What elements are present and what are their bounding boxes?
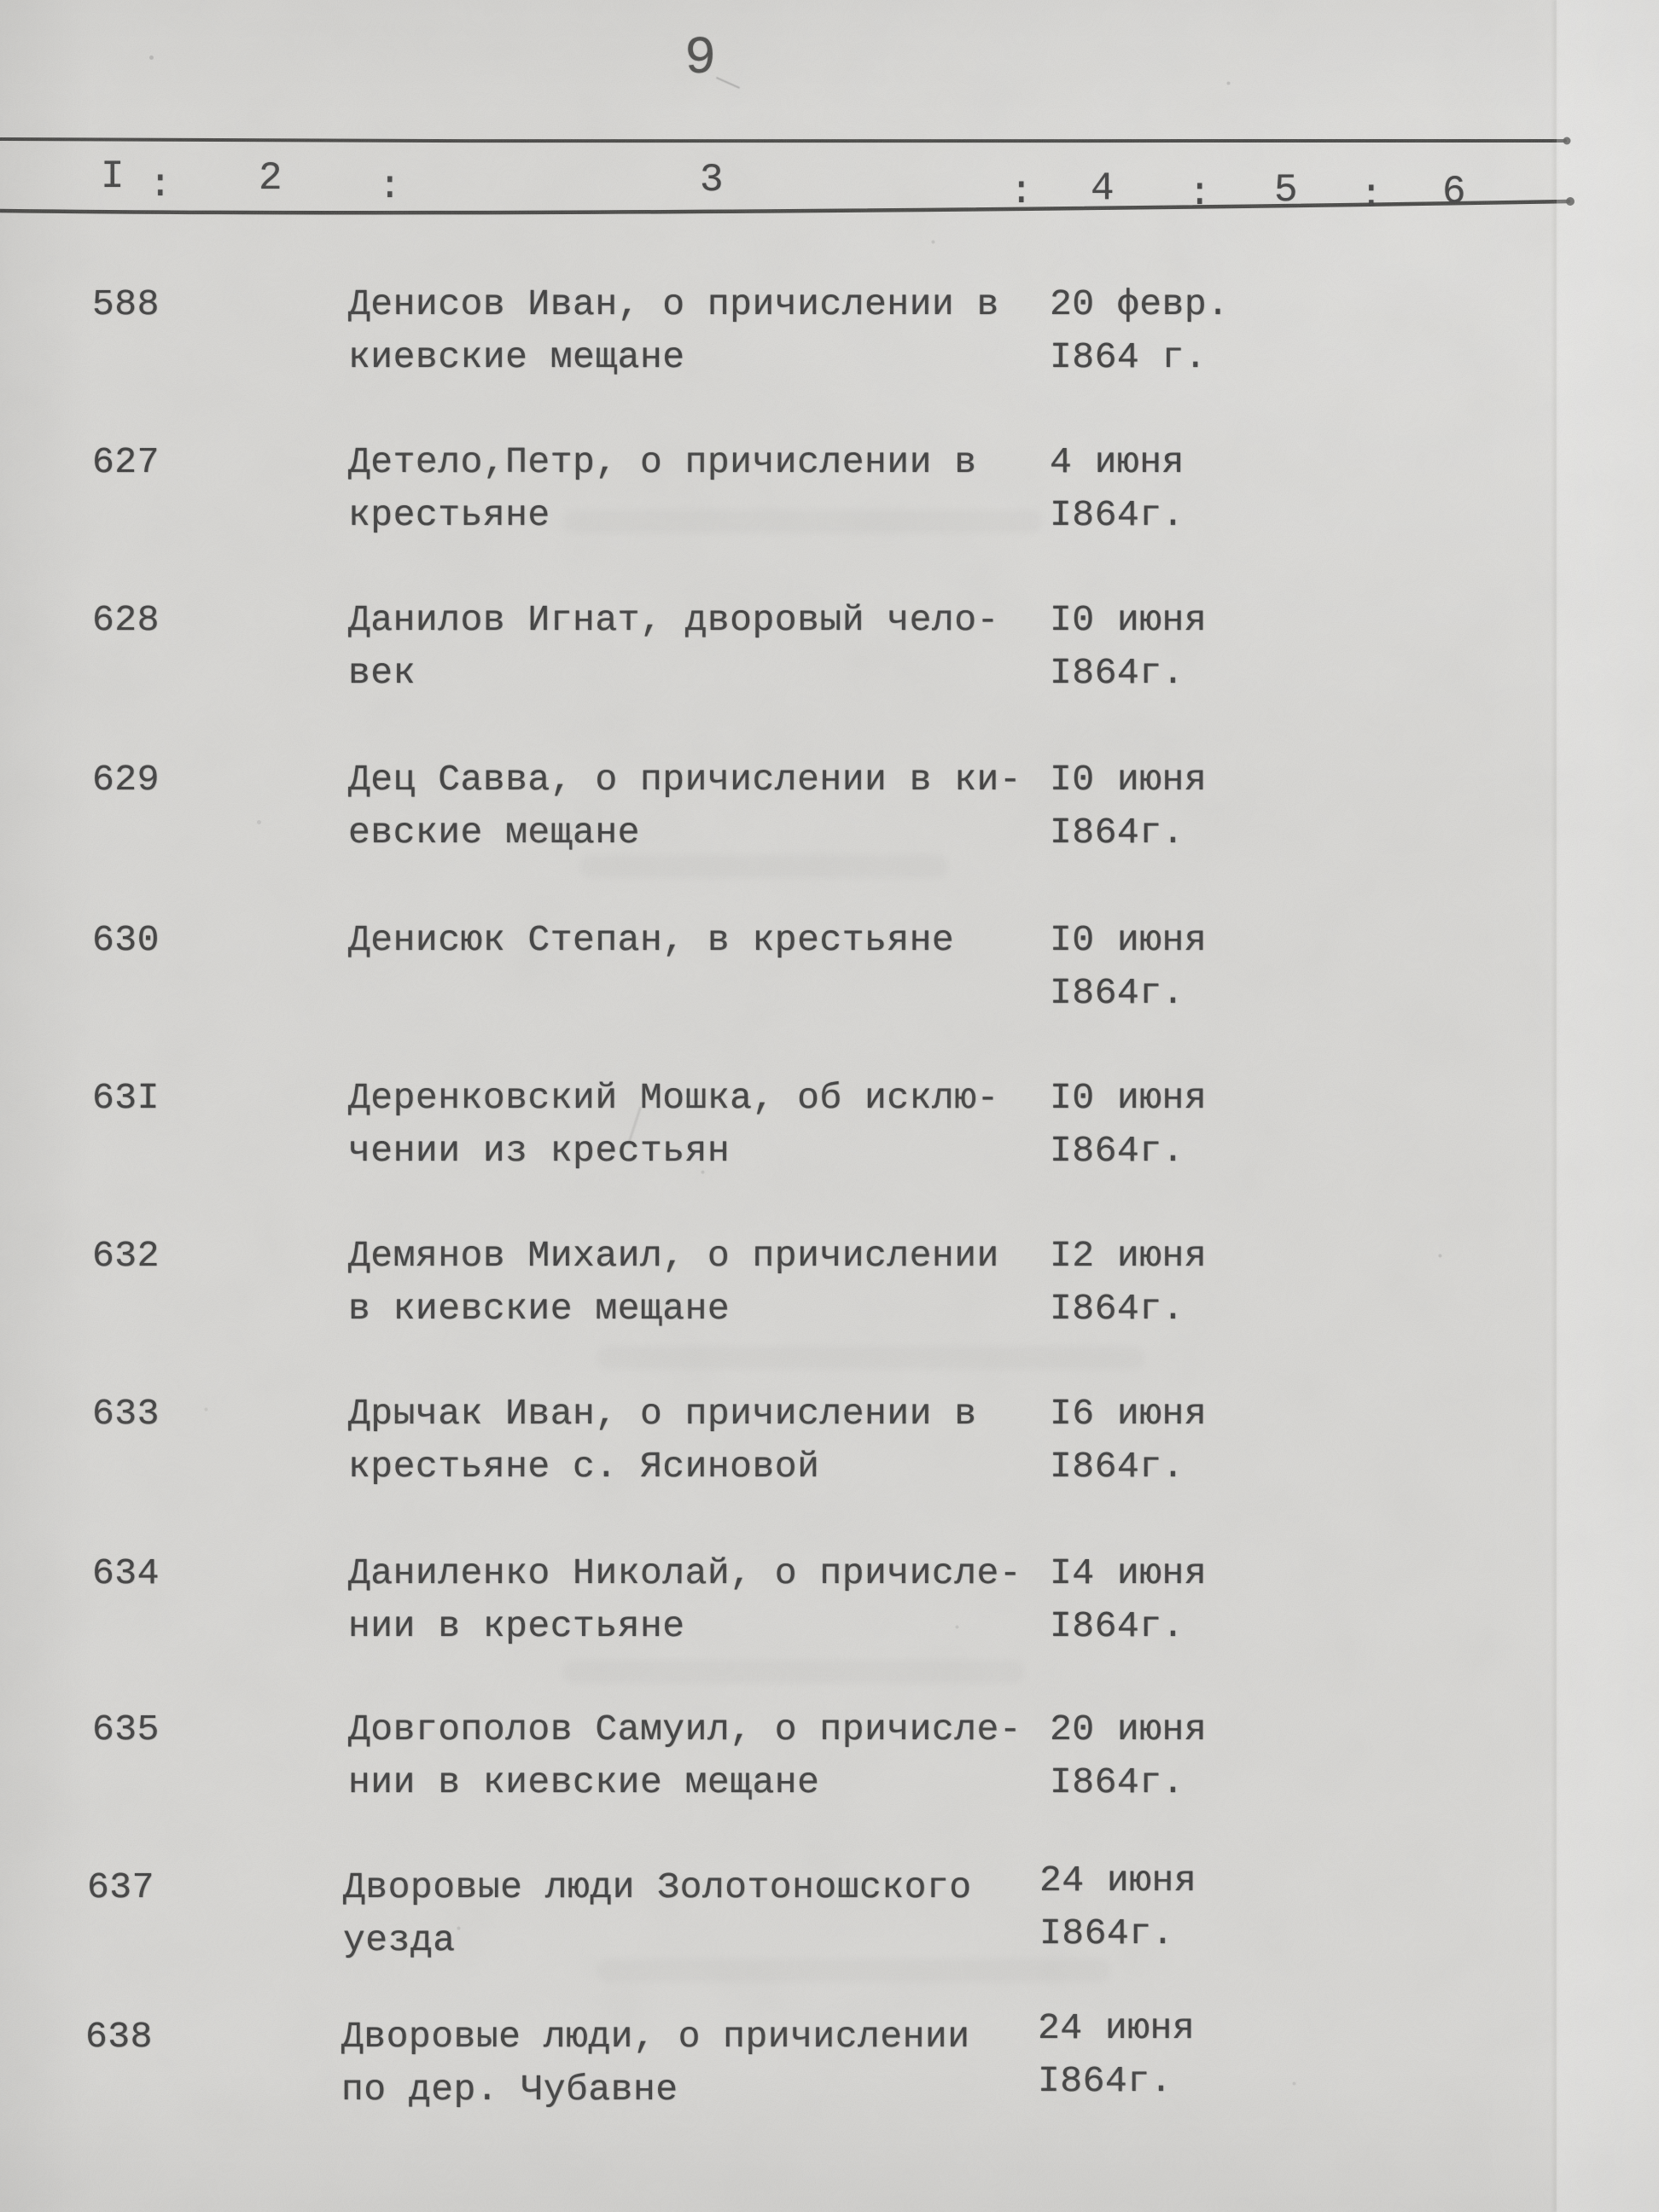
entry-description-line1: Дрычак Иван, о причислении в <box>348 1393 977 1435</box>
entry-date-line1: 24 июня <box>1038 2007 1196 2049</box>
bleed-through-line <box>597 1347 1144 1369</box>
column-separator: : <box>378 165 402 209</box>
entry-date-line2: I864г. <box>1038 2060 1173 2102</box>
column-separator: : <box>148 163 172 207</box>
column-separator: : <box>1359 173 1383 218</box>
entry-number: 635 <box>92 1708 160 1750</box>
entry-number: 628 <box>92 599 160 641</box>
entry-description-line2: в киевские мещане <box>348 1288 731 1330</box>
table-row <box>0 1078 1659 1189</box>
entry-description-line1: Данилов Игнат, дворовый чело- <box>348 599 999 641</box>
entry-description-line1: Дворовые люди, о причислении <box>341 2016 970 2058</box>
entry-description-line1: Детело,Петр, о причислении в <box>348 441 977 483</box>
entry-date-line1: I0 июня <box>1050 599 1208 641</box>
entry-date-line1: 4 июня <box>1050 441 1185 483</box>
entry-date-line2: I864г. <box>1050 1288 1185 1330</box>
column-header: 3 <box>700 158 724 202</box>
entry-number: 637 <box>87 1866 154 1908</box>
entry-number: 638 <box>85 2016 153 2058</box>
entry-description-line2: уезда <box>343 1919 456 1961</box>
entry-description-line1: Деренковский Мошка, об исклю- <box>348 1077 999 1119</box>
entry-number: 63I <box>92 1077 160 1119</box>
entry-number: 588 <box>92 283 160 325</box>
entry-description-line2: нии в киевские мещане <box>348 1761 820 1803</box>
entry-date-line1: I0 июня <box>1050 919 1208 961</box>
entry-date-line1: 20 февр. <box>1050 283 1230 325</box>
entry-description-line1: Денисюк Степан, в крестьяне <box>348 919 955 961</box>
bleed-through-line <box>563 1661 1024 1683</box>
column-separator: : <box>1010 170 1033 214</box>
table-row <box>0 1553 1659 1664</box>
entry-description-line2: нии в крестьяне <box>348 1605 685 1647</box>
entry-date-line1: 20 июня <box>1050 1708 1208 1750</box>
entry-date-line2: I864г. <box>1050 972 1185 1014</box>
entry-date-line1: I4 июня <box>1050 1552 1208 1594</box>
bleed-through-line <box>597 1959 1109 1982</box>
entry-description-line1: Дец Савва, о причислении в ки- <box>348 759 1022 800</box>
entry-description-line2: киевские мещане <box>348 336 685 378</box>
bleed-through-line <box>580 855 947 877</box>
column-header: 2 <box>259 156 282 201</box>
paper-specks <box>0 0 3 3</box>
entry-date-line2: I864г. <box>1050 494 1185 536</box>
page-number: 9 <box>684 28 717 89</box>
column-header: 4 <box>1091 166 1115 211</box>
entry-date-line1: I0 июня <box>1050 759 1208 800</box>
entry-date-line2: I864г. <box>1050 1446 1185 1487</box>
entry-description-line2: крестьяне <box>348 494 550 536</box>
page-edge-highlight <box>1557 0 1659 2212</box>
entry-date-line2: I864г. <box>1050 1761 1185 1803</box>
entry-number: 630 <box>92 919 160 961</box>
entry-number: 633 <box>92 1393 160 1435</box>
bleed-through-line <box>563 510 1041 533</box>
entry-description-line2: век <box>348 652 416 694</box>
entry-description-line2: крестьяне с. Ясиновой <box>348 1446 820 1487</box>
table-row <box>0 2007 1659 2128</box>
column-separator: : <box>1188 172 1212 216</box>
entry-description-line1: Довгополов Самуил, о причисле- <box>348 1708 1022 1750</box>
entry-description-line2: по дер. Чубавне <box>341 2069 678 2110</box>
table-row <box>0 1394 1659 1505</box>
entry-date-line2: I864 г. <box>1050 336 1208 378</box>
table-row <box>0 760 1659 870</box>
entry-number: 634 <box>92 1552 160 1594</box>
entry-description-line1: Дворовые люди Золотоношского <box>343 1866 972 1908</box>
column-header: I <box>101 154 125 199</box>
entry-number: 629 <box>92 759 160 800</box>
entry-description-line1: Демянов Михаил, о причислении <box>348 1235 999 1277</box>
entry-date-line1: I2 июня <box>1050 1235 1208 1277</box>
table-row <box>0 920 1659 1031</box>
entry-description-line2: чении из крестьян <box>348 1130 731 1172</box>
column-header: 6 <box>1442 170 1466 214</box>
entry-date-line1: I6 июня <box>1050 1393 1208 1435</box>
table-row <box>0 1236 1659 1347</box>
entry-number: 627 <box>92 441 160 483</box>
entry-date-line1: 24 июня <box>1039 1860 1197 1901</box>
entry-date-line2: I864г. <box>1050 1605 1185 1647</box>
entry-date-line1: I0 июня <box>1050 1077 1208 1119</box>
table-row <box>0 284 1659 395</box>
entry-description-line2: евские мещане <box>348 812 640 853</box>
table-row <box>0 600 1659 711</box>
column-header: 5 <box>1274 168 1298 212</box>
entry-description-line1: Денисов Иван, о причислении в <box>348 283 999 325</box>
entry-date-line2: I864г. <box>1050 652 1185 694</box>
entry-description-line1: Даниленко Николай, о причисле- <box>348 1552 1022 1594</box>
entry-date-line2: I864г. <box>1050 812 1185 853</box>
table-row <box>0 442 1659 553</box>
table-row <box>0 1709 1659 1820</box>
entry-number: 632 <box>92 1235 160 1277</box>
entry-date-line2: I864г. <box>1050 1130 1185 1172</box>
entry-date-line2: I864г. <box>1039 1912 1174 1954</box>
